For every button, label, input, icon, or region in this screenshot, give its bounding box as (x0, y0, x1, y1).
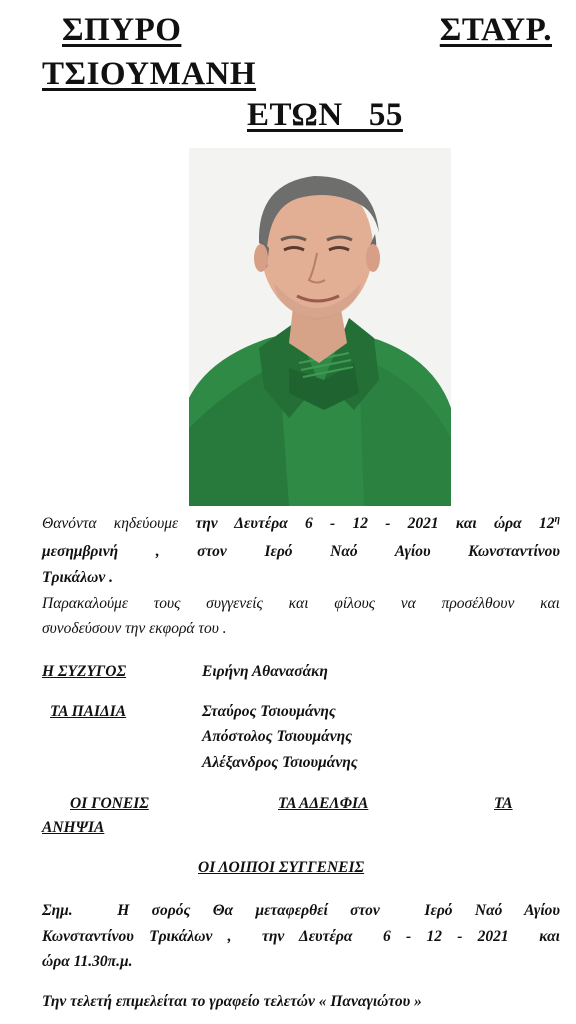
child-2: Απόστολος Τσιουμάνης (202, 728, 353, 745)
portrait-photo-icon (189, 148, 451, 506)
relatives-label: ΟΙ ΛΟΙΠΟΙ ΣΥΓΓΕΝΕΙΣ (198, 859, 365, 876)
midday-text: μεσημβρινή (42, 543, 119, 560)
siblings-label: ΤΑ ΑΔΕΛΦΙΑ (278, 795, 369, 812)
funeral-home-footer: Την τελετή επιμελείται το γραφείο τελετών « Παναγιώτου » (42, 993, 422, 1010)
note-line-3: ώρα 11.30π.μ. (42, 953, 133, 970)
announcement-line-3: Τρικάλων . (42, 569, 113, 586)
announcement-line-4: Παρακαλούμε τους συγγενείς και φίλους να προσέλθουν και (42, 595, 560, 612)
first-name-heading: ΣΠΥΡΟ (62, 12, 182, 48)
church-name: Ιερό Ναό Αγίου Κωνσταντίνου (264, 543, 560, 560)
surname-heading: ΤΣΙΟΥΜΑΝΗ (42, 56, 257, 92)
nephews-label-part2: ΑΝΗΨΙΑ (42, 819, 105, 836)
child-1: Σταύρος Τσιουμάνης (202, 703, 336, 720)
age-heading (247, 99, 403, 132)
note-line-1: Σημ. Η σορός Θα μεταφερθεί στον Ιερό Ναό Αγίου (42, 902, 560, 919)
portrait-photo (189, 148, 451, 506)
announcement-line-5: συνοδεύσουν την εκφορά του . (42, 620, 227, 637)
at-text: , στον (155, 543, 227, 560)
patronymic-heading: ΣΤΑΥΡ. (439, 12, 552, 48)
funeral-date-time: την Δευτέρα 6 - 12 - 2021 και ώρα 12 (195, 515, 555, 532)
announcement-intro: Θανόντα κηδεύουμε (42, 515, 179, 532)
age-text: ΕΤΩΝ 55 (247, 97, 403, 133)
child-3: Αλέξανδρος Τσιουμάνης (202, 754, 358, 771)
ordinal-superscript: η (554, 513, 560, 525)
parents-label: ΟΙ ΓΟΝΕΙΣ (70, 795, 149, 812)
note-line-2: Κωνσταντίνου Τρικάλων , την Δευτέρα 6 - 12 - 2021 και (42, 928, 560, 945)
spouse-label: Η ΣΥΖΥΓΟΣ (42, 663, 127, 680)
announcement-line-2 (42, 540, 560, 564)
nephews-label-part1: ΤΑ (494, 795, 513, 812)
announcement-line-1 (42, 512, 560, 536)
spouse-name: Ειρήνη Αθανασάκη (202, 663, 328, 680)
children-label: ΤΑ ΠΑΙΔΙΑ (50, 703, 127, 720)
